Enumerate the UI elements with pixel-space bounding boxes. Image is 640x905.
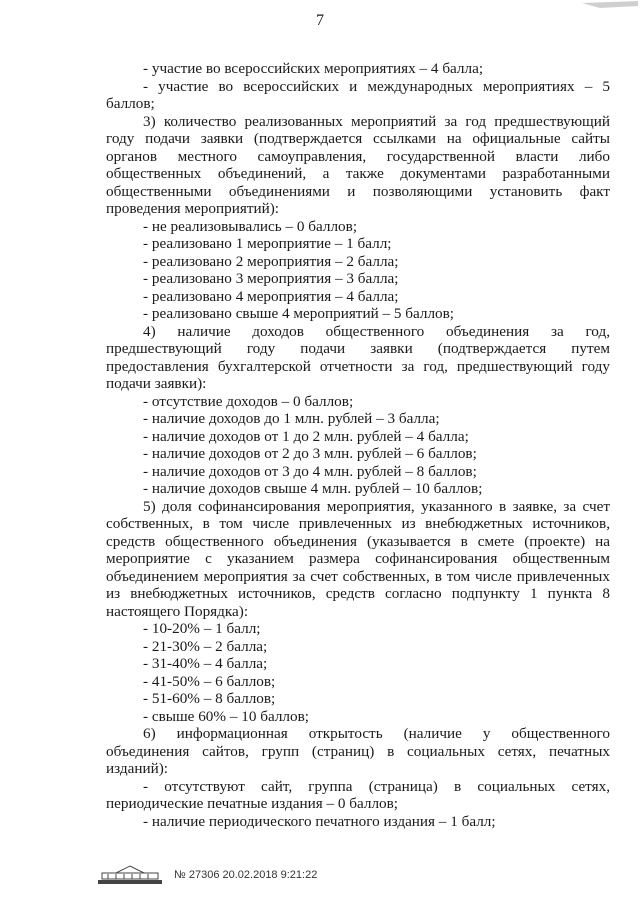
- document-body: [106, 60, 610, 830]
- list-item: - наличие периодического печатного издания – 1 балл;: [143, 812, 496, 830]
- list-item: - реализовано свыше 4 мероприятий – 5 баллов;: [143, 305, 455, 322]
- list-item: - наличие доходов от 3 до 4 млн. рублей – 8 баллов;: [143, 462, 477, 480]
- list-item: - наличие доходов от 1 до 2 млн. рублей – 4 балла;: [143, 427, 469, 445]
- document-stamp: № 27306 20.02.2018 9:21:22: [174, 869, 318, 881]
- list-item: - реализовано 2 мероприятия – 2 балла;: [143, 252, 399, 270]
- list-item: - реализовано 4 мероприятия – 4 балла;: [143, 287, 399, 305]
- list-item: - 31-40% – 4 балла;: [143, 655, 268, 672]
- list-item: - наличие доходов от 2 до 3 млн. рублей – 6 баллов;: [143, 445, 477, 462]
- printing-house-logo-icon: [96, 864, 164, 886]
- list-item: - участие во всероссийских и международных мероприятиях – 5 баллов;: [106, 77, 610, 112]
- list-item: - отсутствие доходов – 0 баллов;: [143, 392, 354, 410]
- page-number: 7: [316, 12, 324, 29]
- criterion-paragraph: 4) наличие доходов общественного объединения за год, предшествующий году подачи заявки (подтверждается путем предоставления бухгалтерской отчетности за год, предшествующий году подачи заявки):: [106, 322, 610, 392]
- scan-corner-mark: [580, 0, 640, 12]
- document-footer: [96, 864, 317, 886]
- criterion-paragraph: 3) количество реализованных мероприятий за год предшествующий году подачи заявки (подтверждается ссылками на официальные сайты органов местного самоуправления, государственной власти либо общественных объединений, а также документами разработанными общественными объединениями и позволяющими установить факт проведения мероприятий):: [106, 112, 610, 217]
- list-item: - отсутствуют сайт, группа (страница) в социальных сетях, периодические печатные издания – 0 баллов;: [106, 777, 610, 812]
- criterion-paragraph: 5) доля софинансирования мероприятия, указанного в заявке, за счет собственных, в том числе привлеченных из внебюджетных источников, средств общественного объединения (указывается в смете (проекте) на мероприятие с указанием размера софинансирования общественным объединением мероприятия за счет собственных, в том числе привлеченных из внебюджетных источников, средств согласно подпункту 1 пункта 8 настоящего Порядка):: [106, 497, 610, 620]
- list-item: - 10-20% – 1 балл;: [143, 620, 261, 637]
- list-item: - 41-50% – 6 баллов;: [143, 672, 276, 690]
- list-item: - наличие доходов свыше 4 млн. рублей – 10 баллов;: [143, 480, 483, 497]
- list-item: - участие во всероссийских мероприятиях – 4 балла;: [143, 60, 484, 77]
- list-item: - свыше 60% – 10 баллов;: [143, 707, 309, 725]
- list-item: - наличие доходов до 1 млн. рублей – 3 балла;: [143, 410, 440, 427]
- list-item: - 21-30% – 2 балла;: [143, 637, 268, 655]
- criterion-paragraph: 6) информационная открытость (наличие у общественного объединения сайтов, групп (страниц) в социальных сетях, печатных изданий):: [106, 725, 610, 777]
- list-item: - не реализовывались – 0 баллов;: [143, 217, 358, 235]
- list-item: - реализовано 1 мероприятие – 1 балл;: [143, 235, 392, 252]
- list-item: - 51-60% – 8 баллов;: [143, 690, 276, 707]
- list-item: - реализовано 3 мероприятия – 3 балла;: [143, 270, 399, 287]
